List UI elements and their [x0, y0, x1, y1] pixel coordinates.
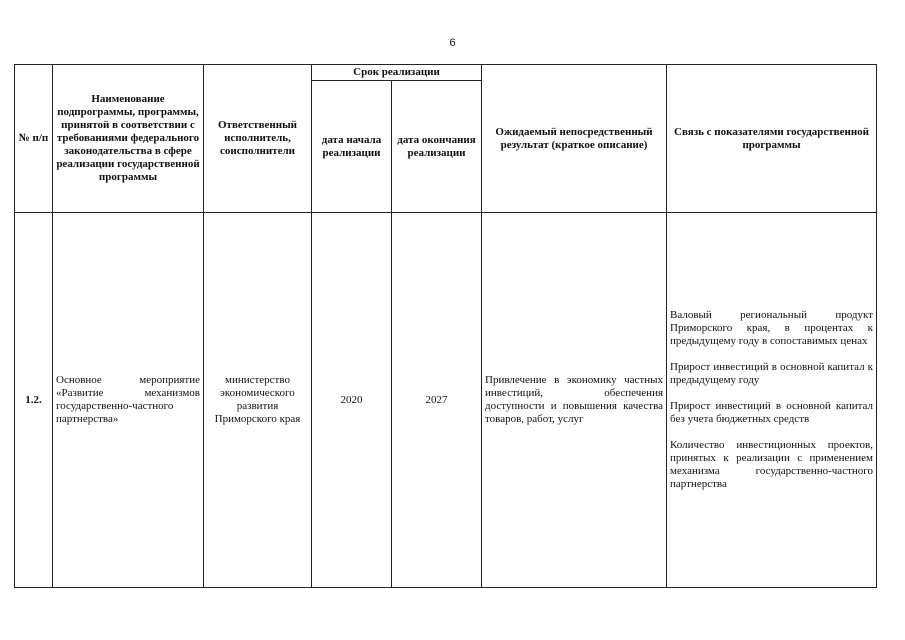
header-start: дата начала реализации: [312, 81, 392, 213]
header-name: Наименование подпрограммы, программы, принятой в соответствии с требованиями федерального законодательства в сфере реализации государственной программы: [53, 65, 204, 213]
row-name: Основное мероприятие «Развитие механизмов государственно-частного партнерства»: [53, 213, 204, 588]
row-executor: министерство экономического развития Приморского края: [204, 213, 312, 588]
indicator-item: Валовый региональный продукт Приморского края, в процентах к предыдущему году в сопоставимых ценах: [670, 309, 874, 347]
indicator-item: Прирост инвестиций в основной капитал без учета бюджетных средств: [670, 400, 874, 425]
row-start-year: 2020: [312, 213, 392, 588]
indicator-item: Количество инвестиционных проектов, принятых к реализации с применением механизма государственно-частного партнерства: [670, 439, 874, 490]
row-num: 1.2.: [15, 213, 53, 588]
row-result: Привлечение в экономику частных инвестиций, обеспечения доступности и повышения качества товаров, работ, услуг: [482, 213, 667, 588]
header-num: № п/п: [15, 65, 53, 213]
header-executor: Ответственный исполнитель, соисполнители: [204, 65, 312, 213]
header-period: Срок реализации: [312, 65, 482, 81]
row-indicators: [667, 213, 877, 588]
program-table: [14, 64, 877, 588]
header-link: Связь с показателями государственной программы: [667, 65, 877, 213]
header-end: дата окончания реализации: [392, 81, 482, 213]
row-end-year: 2027: [392, 213, 482, 588]
indicator-item: Прирост инвестиций в основной капитал к предыдущему году: [670, 361, 874, 386]
header-result: Ожидаемый непосредственный результат (краткое описание): [482, 65, 667, 213]
page-number: 6: [449, 37, 456, 49]
